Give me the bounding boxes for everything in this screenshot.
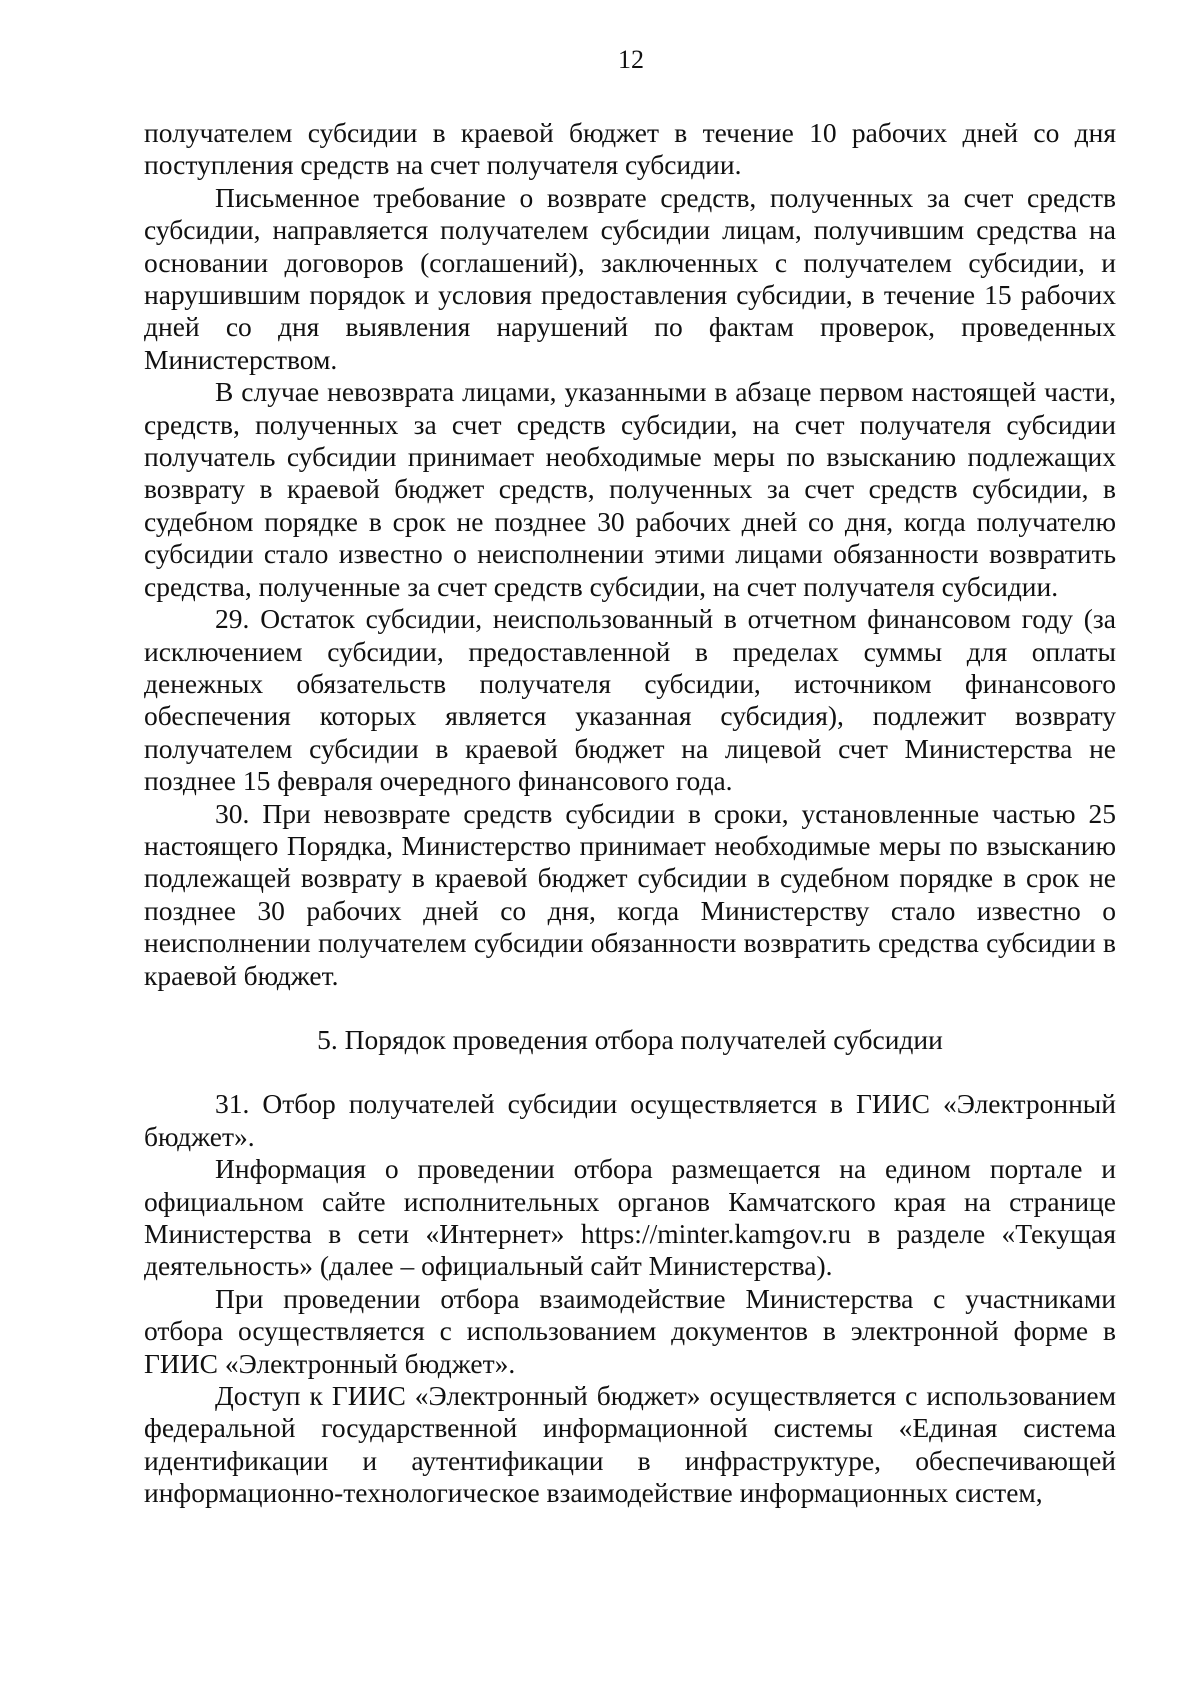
page-number: 12 bbox=[618, 45, 644, 74]
document-body bbox=[144, 117, 1116, 1510]
paragraph-continuation: получателем субсидии в краевой бюджет в течение 10 рабочих дней со дня поступления средств на счет получателя субсидии. bbox=[144, 117, 1116, 181]
section-heading: 5. Порядок проведения отбора получателей субсидии bbox=[317, 1023, 943, 1055]
paragraph-selection-info: Информация о проведении отбора размещается на едином портале и официальном сайте исполнительных органов Камчатского края на странице Министерства в сети «Интернет» https://minter.kamgov.ru в разделе «Текущая деятельность» (далее – официальный сайт Министерства). bbox=[144, 1153, 1116, 1282]
paragraph-access: Доступ к ГИИС «Электронный бюджет» осуществляется с использованием федеральной государственной информационной системы «Единая система идентификации и аутентификации в инфраструктуре, обеспечивающей информационно-технологическое взаимодействие информационных систем, bbox=[144, 1380, 1116, 1509]
paragraph-non-return: В случае невозврата лицами, указанными в абзаце первом настоящей части, средств, полученных за счет средств субсидии, на счет получателя субсидии получатель субсидии принимает необходимые меры по взысканию подлежащих возврату в краевой бюджет средств, полученных за счет средств субсидии, в судебном порядке в срок не позднее 30 рабочих дней со дня, когда получателю субсидии стало известно о неисполнении этими лицами обязанности возвратить средства, полученные за счет средств субсидии, на счет получателя субсидии. bbox=[144, 376, 1116, 602]
paragraph-clause-29: 29. Остаток субсидии, неиспользованный в отчетном финансовом году (за исключением субсидии, предоставленной в пределах суммы для оплаты денежных обязательств получателя субсидии, источником финансового обеспечения которых является указанная субсидия), подлежит возврату получателем субсидии в краевой бюджет на лицевой счет Министерства не позднее 15 февраля очередного финансового года. bbox=[144, 603, 1116, 797]
paragraph-clause-30: 30. При невозврате средств субсидии в сроки, установленные частью 25 настоящего Порядка, Министерство принимает необходимые меры по взысканию подлежащей возврату в краевой бюджет субсидии в судебном порядке в срок не позднее 30 рабочих дней со дня, когда Министерству стало известно о неисполнении получателем субсидии обязанности возвратить средства субсидии в краевой бюджет. bbox=[144, 797, 1116, 991]
paragraph-written-demand: Письменное требование о возврате средств, полученных за счет средств субсидии, направляется получателем субсидии лицам, получившим средства на основании договоров (соглашений), заключенных с получателем субсидии, и нарушившим порядок и условия предоставления субсидии, в течение 15 рабочих дней со дня выявления нарушений по фактам проверок, проведенных Министерством. bbox=[144, 181, 1116, 375]
paragraph-interaction: При проведении отбора взаимодействие Министерства с участниками отбора осуществляется с использованием документов в электронной форме в ГИИС «Электронный бюджет». bbox=[144, 1282, 1116, 1379]
paragraph-clause-31: 31. Отбор получателей субсидии осуществляется в ГИИС «Электронный бюджет». bbox=[144, 1088, 1116, 1152]
